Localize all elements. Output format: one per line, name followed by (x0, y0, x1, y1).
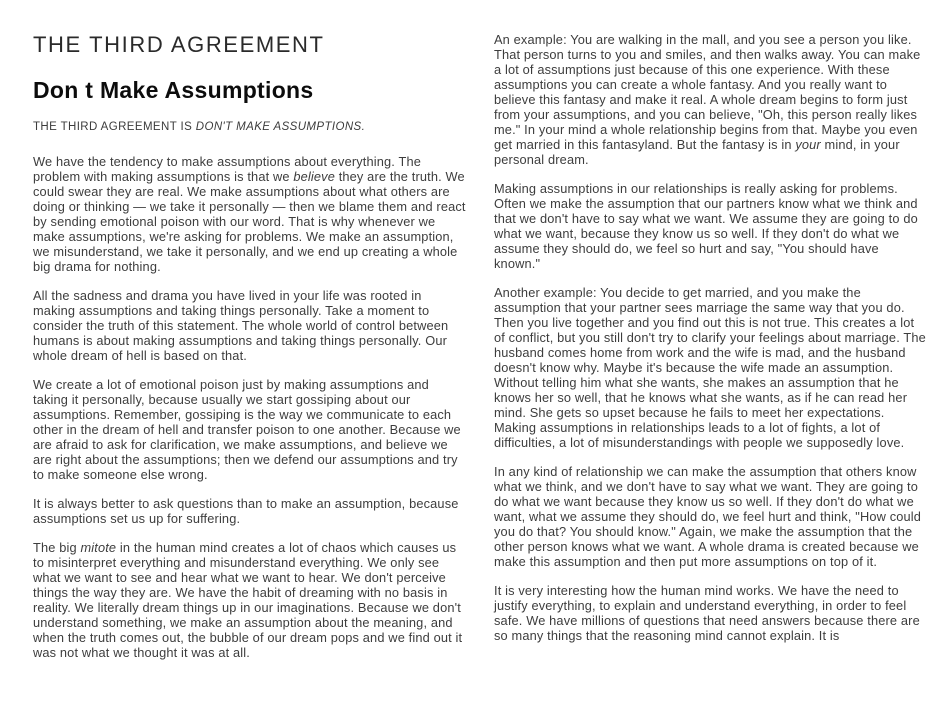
paragraph-text: All the sadness and drama you have lived in your life was rooted in making assumptions and taking things personally. Take a moment to consider the truth of this statement. The whole world of control between humans is about making assumptions and taking things personally. Our whole dream of hell is based on that. (33, 288, 449, 364)
page-title: THE THIRD AGREEMENT (33, 32, 325, 57)
left-column-paragraphs (33, 154, 466, 660)
paragraph-text: An example: You are walking in the mall, and you see a person you like. That person turns to you and smiles, and then walks away. You can make a lot of assumptions just because of this one experience. With these assumptions you can create a whole fantasy. And you really want to believe this fantasy and make it real. A whole dream begins to form just from your assumptions, and you can believe, "Oh, this person really likes me." In your mind a whole relationship begins from that. Maybe you even get married in this fantasyland. But the fantasy is in (494, 32, 921, 152)
paragraph-text: mind, in your personal dream. (494, 137, 900, 167)
paragraph-text: in the human mind creates a lot of chaos which causes us to misinterpret everything and misunderstand everything. We only see what we want to see and hear what we want to hear. We don't perceive things the way they are. We have the habit of dreaming with no basis in reality. We literally dream things up in our imaginations. Because we don't understand something, we make an assumption about the meaning, and when the truth comes out, the bubble of our dream pops and we find out it was not what we thought it was at all. (33, 540, 463, 661)
intro-line-italic: DON'T MAKE ASSUMPTIONS. (195, 121, 366, 134)
paragraph-text: It is very interesting how the human mind works. We have the need to justify everything, to explain and understand everything, in order to feel safe. We have millions of questions that need answers because there are so many things that the reasoning mind cannot explain. It is (494, 583, 920, 643)
right-column (494, 0, 927, 657)
paragraph-text: In any kind of relationship we can make the assumption that others know what we think, and we don't have to say what we want. They are going to do what we want because they know us so well. If they don't do what we want, what we assume they should do, we feel hurt and think, "How could you do that? You should know." Again, we make the assumption that the other person knows what we want. A whole drama is created because we make this assumption and then put more assumptions on top of it. (494, 464, 922, 569)
paragraph-text: they are the truth. We could swear they are real. We make assumptions about what others are doing or thinking — we take it personally — then we blame them and react by sending emotional poison with our word. That is why whenever we make assumptions, we're asking for problems. We make an assumption, we misunderstand, we take it personally, and we end up creating a whole big drama for nothing. (33, 169, 466, 275)
right-column-paragraphs (494, 32, 927, 643)
paragraph-italic-text: believe (293, 169, 335, 185)
paragraph (33, 154, 466, 274)
paragraph-italic-text: your (795, 137, 821, 152)
paragraph-text: Another example: You decide to get married, and you make the assumption that your partner sees marriage the same way that you do. Then you live together and you find out this is not true. This creates a lot of conflict, but you still don't try to clarify your feelings about marriage. The husband comes home from work and the wife is mad, and the husband doesn't know why. Maybe it's because the wife made an assumption. Without telling him what she wants, she makes an assumption that he knows her so well, that he knows what she wants, as if he can read her mind. She gets so upset because he fails to meet her expectations. Making assumptions in relationships leads to a lot of fights, a lot of difficulties, a lot of misunderstandings with people we supposedly love. (494, 285, 926, 450)
paragraph (494, 32, 927, 167)
paragraph-text: Making assumptions in our relationships is really asking for problems. Often we make the assumption that our partners know what we think and that we don't have to say what we want. We assume they are going to do what we want, because they know us so well. If they don't do what we assume they should do, we feel so hurt and say, "You should have known." (494, 181, 918, 271)
left-column (33, 0, 466, 674)
paragraph (494, 583, 927, 643)
intro-line (33, 121, 466, 133)
paragraph (494, 285, 927, 450)
paragraph-text: We have the tendency to make assumptions about everything. The problem with making assumptions is that we (33, 154, 421, 185)
paragraph-text: The big (33, 540, 81, 556)
page-subtitle: Don t Make Assumptions (33, 77, 314, 104)
paragraph-text: It is always better to ask questions than to make an assumption, because assumptions set us up for suffering. (33, 496, 459, 527)
paragraph (494, 181, 927, 271)
intro-line-normal: THE THIRD AGREEMENT IS (33, 121, 196, 134)
paragraph-text: We create a lot of emotional poison just by making assumptions and taking it personally, because usually we start gossiping about our assumptions. Remember, gossiping is the way we communicate to each other in the dream of hell and transfer poison to one another. Because we are afraid to ask for clarification, we make assumptions, and believe we are right about the assumptions; then we defend our assumptions and try to make someone else wrong. (33, 377, 461, 483)
paragraph (33, 540, 466, 660)
paragraph-italic-text: mitote (80, 540, 117, 556)
paragraph (33, 496, 466, 526)
paragraph (494, 464, 927, 569)
paragraph (33, 377, 466, 482)
paragraph (33, 288, 466, 363)
